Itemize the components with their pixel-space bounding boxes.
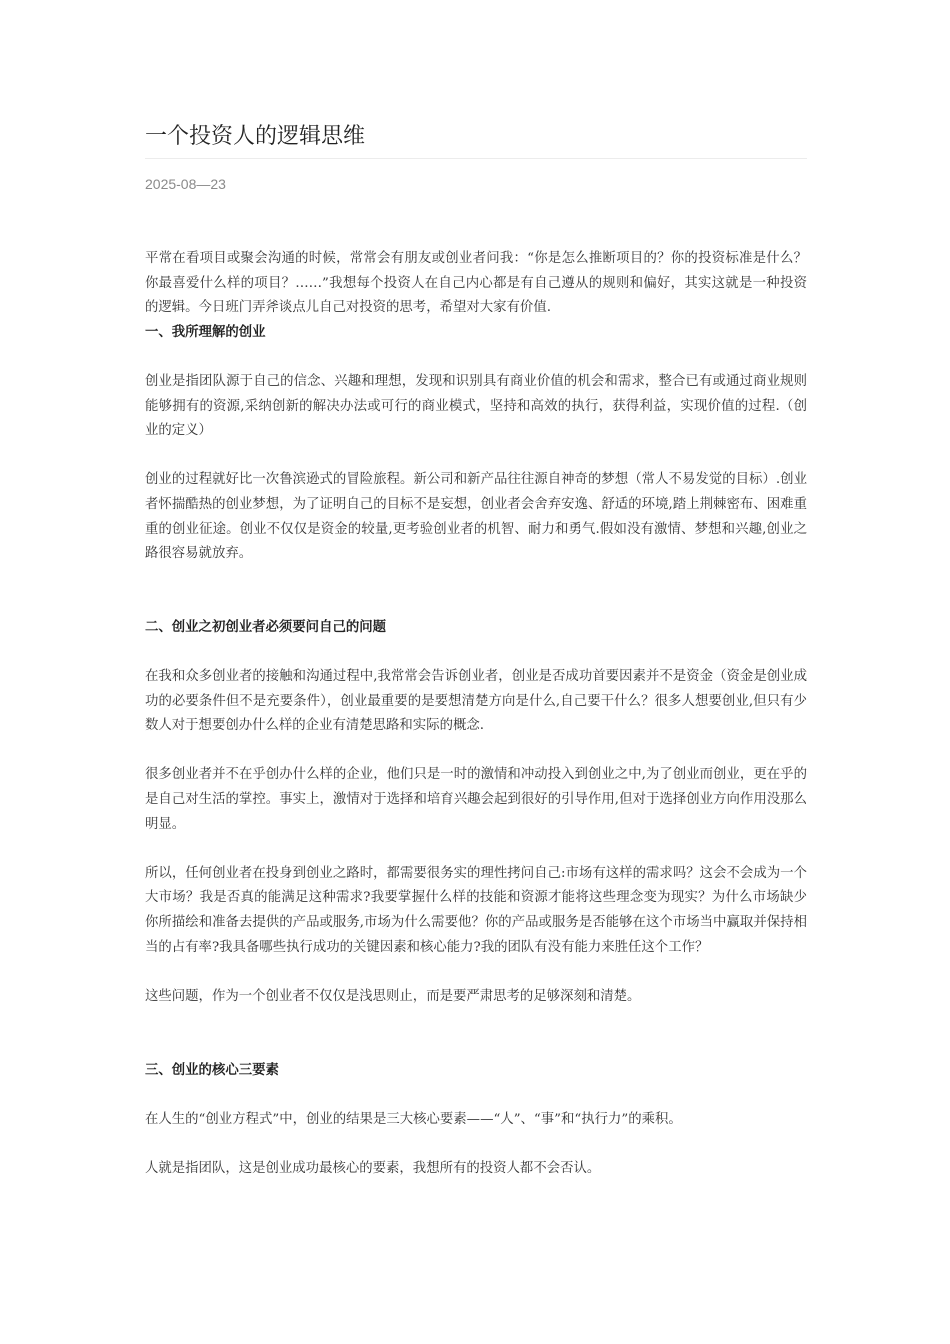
intro-paragraph: 平常在看项目或聚会沟通的时候，常常会有朋友或创业者问我：“你是怎么推断项目的？你的投资标准是什么？你最喜爱什么样的项目？……”我想每个投资人在自己内心都是有自己遵从的规则和偏好，其实这就是一种投资的逻辑。今日班门弄斧谈点儿自己对投资的思考，希望对大家有价值.	[145, 251, 807, 316]
article-title: 一个投资人的逻辑思维	[145, 124, 366, 149]
section-heading-1: 一、我所理解的创业	[145, 324, 266, 340]
section-heading-2: 二、创业之初创业者必须要问自己的问题	[145, 619, 387, 635]
section1-paragraph-2: 创业的过程就好比一次鲁滨逊式的冒险旅程。新公司和新产品往往源自神奇的梦想（常人不易发觉的目标）.创业者怀揣酷热的创业梦想，为了证明自己的目标不是妄想，创业者会舍弃安逸、舒适的环境,踏上荆棘密布、困难重重的创业征途。创业不仅仅是资金的较量,更考验创业者的机智、耐力和勇气.假如没有激情、梦想和兴趣,创业之路很容易就放弃。	[145, 472, 807, 562]
section2-paragraph-3: 所以，任何创业者在投身到创业之路时，都需要很务实的理性拷问自己:市场有这样的需求吗？这会不会成为一个大市场？我是否真的能满足这种需求?我要掌握什么样的技能和资源才能将这些理念变为现实？为什么市场缺少你所描绘和准备去提供的产品或服务,市场为什么需要他？你的产品或服务是否能够在这个市场当中赢取并保持相当的占有率?我具备哪些执行成功的关键因素和核心能力?我的团队有没有能力来胜任这个工作？	[145, 865, 807, 955]
section1-paragraph-1: 创业是指团队源于自己的信念、兴趣和理想，发现和识别具有商业价值的机会和需求，整合已有或通过商业规则能够拥有的资源,采纳创新的解决办法或可行的商业模式，坚持和高效的执行，获得利益，实现价值的过程.（创业的定义）	[145, 373, 807, 439]
title-divider	[145, 158, 807, 159]
section3-paragraph-2: 人就是指团队，这是创业成功最核心的要素，我想所有的投资人都不会否认。	[145, 1160, 601, 1176]
article-date: 2025-08—23	[145, 176, 226, 192]
section2-paragraph-2: 很多创业者并不在乎创办什么样的企业，他们只是一时的激情和冲动投入到创业之中,为了创业而创业，更在乎的是自己对生活的掌控。事实上，激情对于选择和培育兴趣会起到很好的引导作用,但对于选择创业方向作用没那么明显。	[145, 767, 807, 832]
section2-paragraph-1: 在我和众多创业者的接触和沟通过程中,我常常会告诉创业者，创业是否成功首要因素并不是资金（资金是创业成功的必要条件但不是充要条件），创业最重要的是要想清楚方向是什么,自己要干什么？很多人想要创业,但只有少数人对于想要创办什么样的企业有清楚思路和实际的概念.	[145, 669, 807, 734]
article-body	[145, 247, 807, 1182]
section3-paragraph-1: 在人生的“创业方程式”中，创业的结果是三大核心要素——“人”、“事”和“执行力”的乘积。	[145, 1111, 682, 1127]
section-heading-3: 三、创业的核心三要素	[145, 1062, 279, 1078]
section2-paragraph-4: 这些问题，作为一个创业者不仅仅是浅思则止，而是要严肃思考的足够深刻和清楚。	[145, 988, 641, 1004]
